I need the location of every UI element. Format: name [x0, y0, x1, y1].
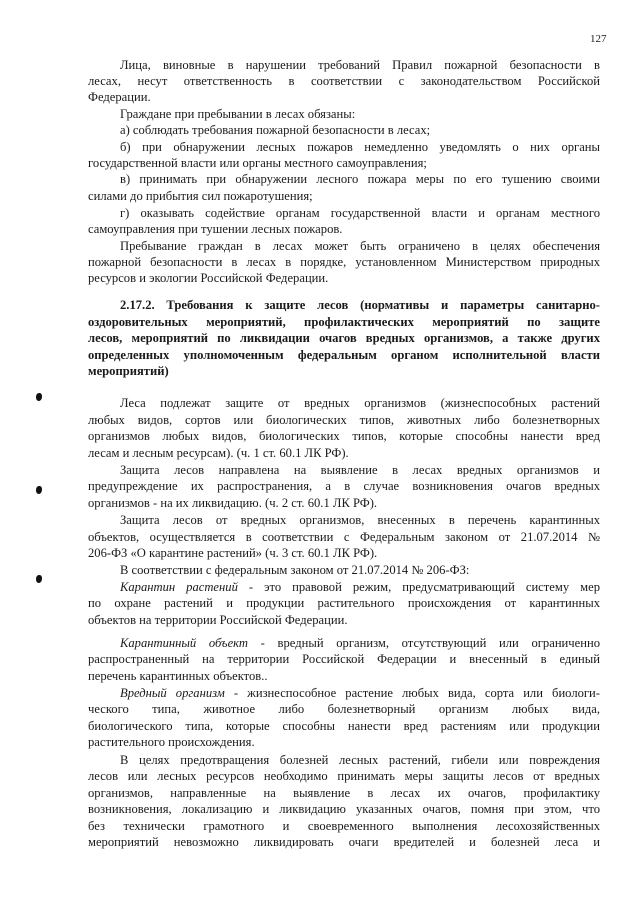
text-line: В целях предотвращения болезней лесных растений, гибели или повреждения — [120, 753, 600, 767]
text-line: лесов или лесных ресурсов необходимо принимать меры защиты лесов от вредных — [88, 769, 600, 783]
definition-term: Вредный организм — [120, 686, 225, 700]
text-line: мероприятий невозможно ликвидировать очаги вредителей и болезней леса и — [88, 835, 600, 849]
text-line: лесам и лесным ресурсам). (ч. 1 ст. 60.1 ЛК РФ). — [88, 446, 349, 460]
text-line: Защита лесов от вредных организмов, внесенных в перечень карантинных — [120, 513, 600, 527]
definition-term: Карантинный объект — [120, 636, 248, 650]
text-line: силами до прибытия сил пожаротушения; — [88, 189, 313, 203]
text-line: Лица, виновные в нарушении требований Правил пожарной безопасности в — [120, 58, 600, 72]
page-number: 127 — [590, 33, 607, 45]
text-line: растительного происхождения. — [88, 735, 255, 749]
definition-text: - это правовой режим, предусматривающий систему мер — [237, 580, 601, 594]
section-heading-line: 2.17.2. Требования к защите лесов (нормативы и параметры санитарно- — [120, 298, 600, 312]
text-line: Пребывание граждан в лесах может быть ограничено в целях обеспечения — [120, 239, 600, 253]
text-line: г) оказывать содействие органам государственной власти и органам местного — [120, 206, 600, 220]
text-line: любых видов, сортов или биологических типов, животных либо болезнетворных — [88, 413, 600, 427]
text-line: биологического типа, которые способны нанести вред растениям или продукции — [88, 719, 600, 733]
text-line: объектов, осуществляется в соответствии с Федеральным законом от 21.07.2014 № — [88, 530, 600, 544]
text-line: лесах, несут ответственность в соответствии с законодательством Российской — [88, 74, 600, 88]
text-line: ресурсов и экологии Российской Федерации. — [88, 271, 329, 285]
definition-text: - жизнеспособное растение любых вида, сорта или биологи- — [224, 686, 600, 700]
text-line: организмов - на их ликвидацию. (ч. 2 ст. 60.1 ЛК РФ). — [88, 496, 378, 510]
section-heading-line: мероприятий) — [88, 364, 169, 378]
text-line: а) соблюдать требования пожарной безопасности в лесах; — [120, 123, 431, 137]
text-line: распространенный на территории Российской Федерации и внесенный в единый — [88, 652, 600, 666]
text-line: б) при обнаружении лесных пожаров немедленно уведомлять о них органы — [120, 140, 600, 154]
text-line: самоуправления при тушении лесных пожаров. — [88, 222, 343, 236]
text-line: ческого типа, животное либо болезнетворный организм любых вида, — [88, 702, 600, 716]
text-line: пожарной безопасности в лесах в порядке, установленном Министерством природных — [88, 255, 600, 269]
text-line: по охране растений и продукции растительного происхождения от карантинных — [88, 596, 600, 610]
text-line: перечень карантинных объектов.. — [88, 669, 268, 683]
section-heading-line: лесов, мероприятий по ликвидации очагов вредных организмов, а также других — [88, 331, 600, 345]
text-line: предупреждение их распространения, а в случае возникновения очагов вредных — [88, 479, 600, 493]
section-heading-line: определенных уполномоченным федеральным органом исполнительной власти — [88, 348, 600, 362]
text-line: В соответствии с федеральным законом от 21.07.2014 № 206-ФЗ: — [120, 563, 470, 577]
text-line: Федерации. — [88, 90, 151, 104]
section-heading-line: оздоровительных мероприятий, профилактических мероприятий по защите — [88, 315, 600, 329]
text-line: Граждане при пребывании в лесах обязаны: — [120, 107, 356, 121]
scan-mark — [36, 486, 42, 494]
scan-mark — [36, 575, 42, 583]
text-line: в) принимать при обнаружении лесного пожара меры по его тушению своими — [120, 172, 600, 186]
text-line: объектов на территории Российской Федерации. — [88, 613, 348, 627]
text-line: организмов любых видов, биологических типов, которые способны нанести вред — [88, 429, 600, 443]
text-line: организмов, направленные на выявление в лесах их очагов, профилактику — [88, 786, 600, 800]
text-line: 206-ФЗ «О карантине растений» (ч. 3 ст. 60.1 ЛК РФ). — [88, 546, 378, 560]
text-line: Защита лесов направлена на выявление в лесах вредных организмов и — [120, 463, 600, 477]
text-line: Леса подлежат защите от вредных организмов (жизнеспособных растений — [120, 396, 600, 410]
text-line: без технически грамотного и своевременного выполнения лесохозяйственных — [88, 819, 600, 833]
definition-line — [120, 685, 600, 701]
definition-text: - вредный организм, отсутствующий или ограниченно — [248, 636, 600, 650]
text-line: государственной власти или органы местного самоуправления; — [88, 156, 427, 170]
definition-term: Карантин растений — [120, 580, 238, 594]
text-line: возникновения, локализацию и ликвидацию указанных очагов, помня при этом, что — [88, 802, 600, 816]
definition-line — [120, 635, 600, 651]
scan-mark — [36, 393, 42, 401]
definition-line — [120, 579, 600, 595]
